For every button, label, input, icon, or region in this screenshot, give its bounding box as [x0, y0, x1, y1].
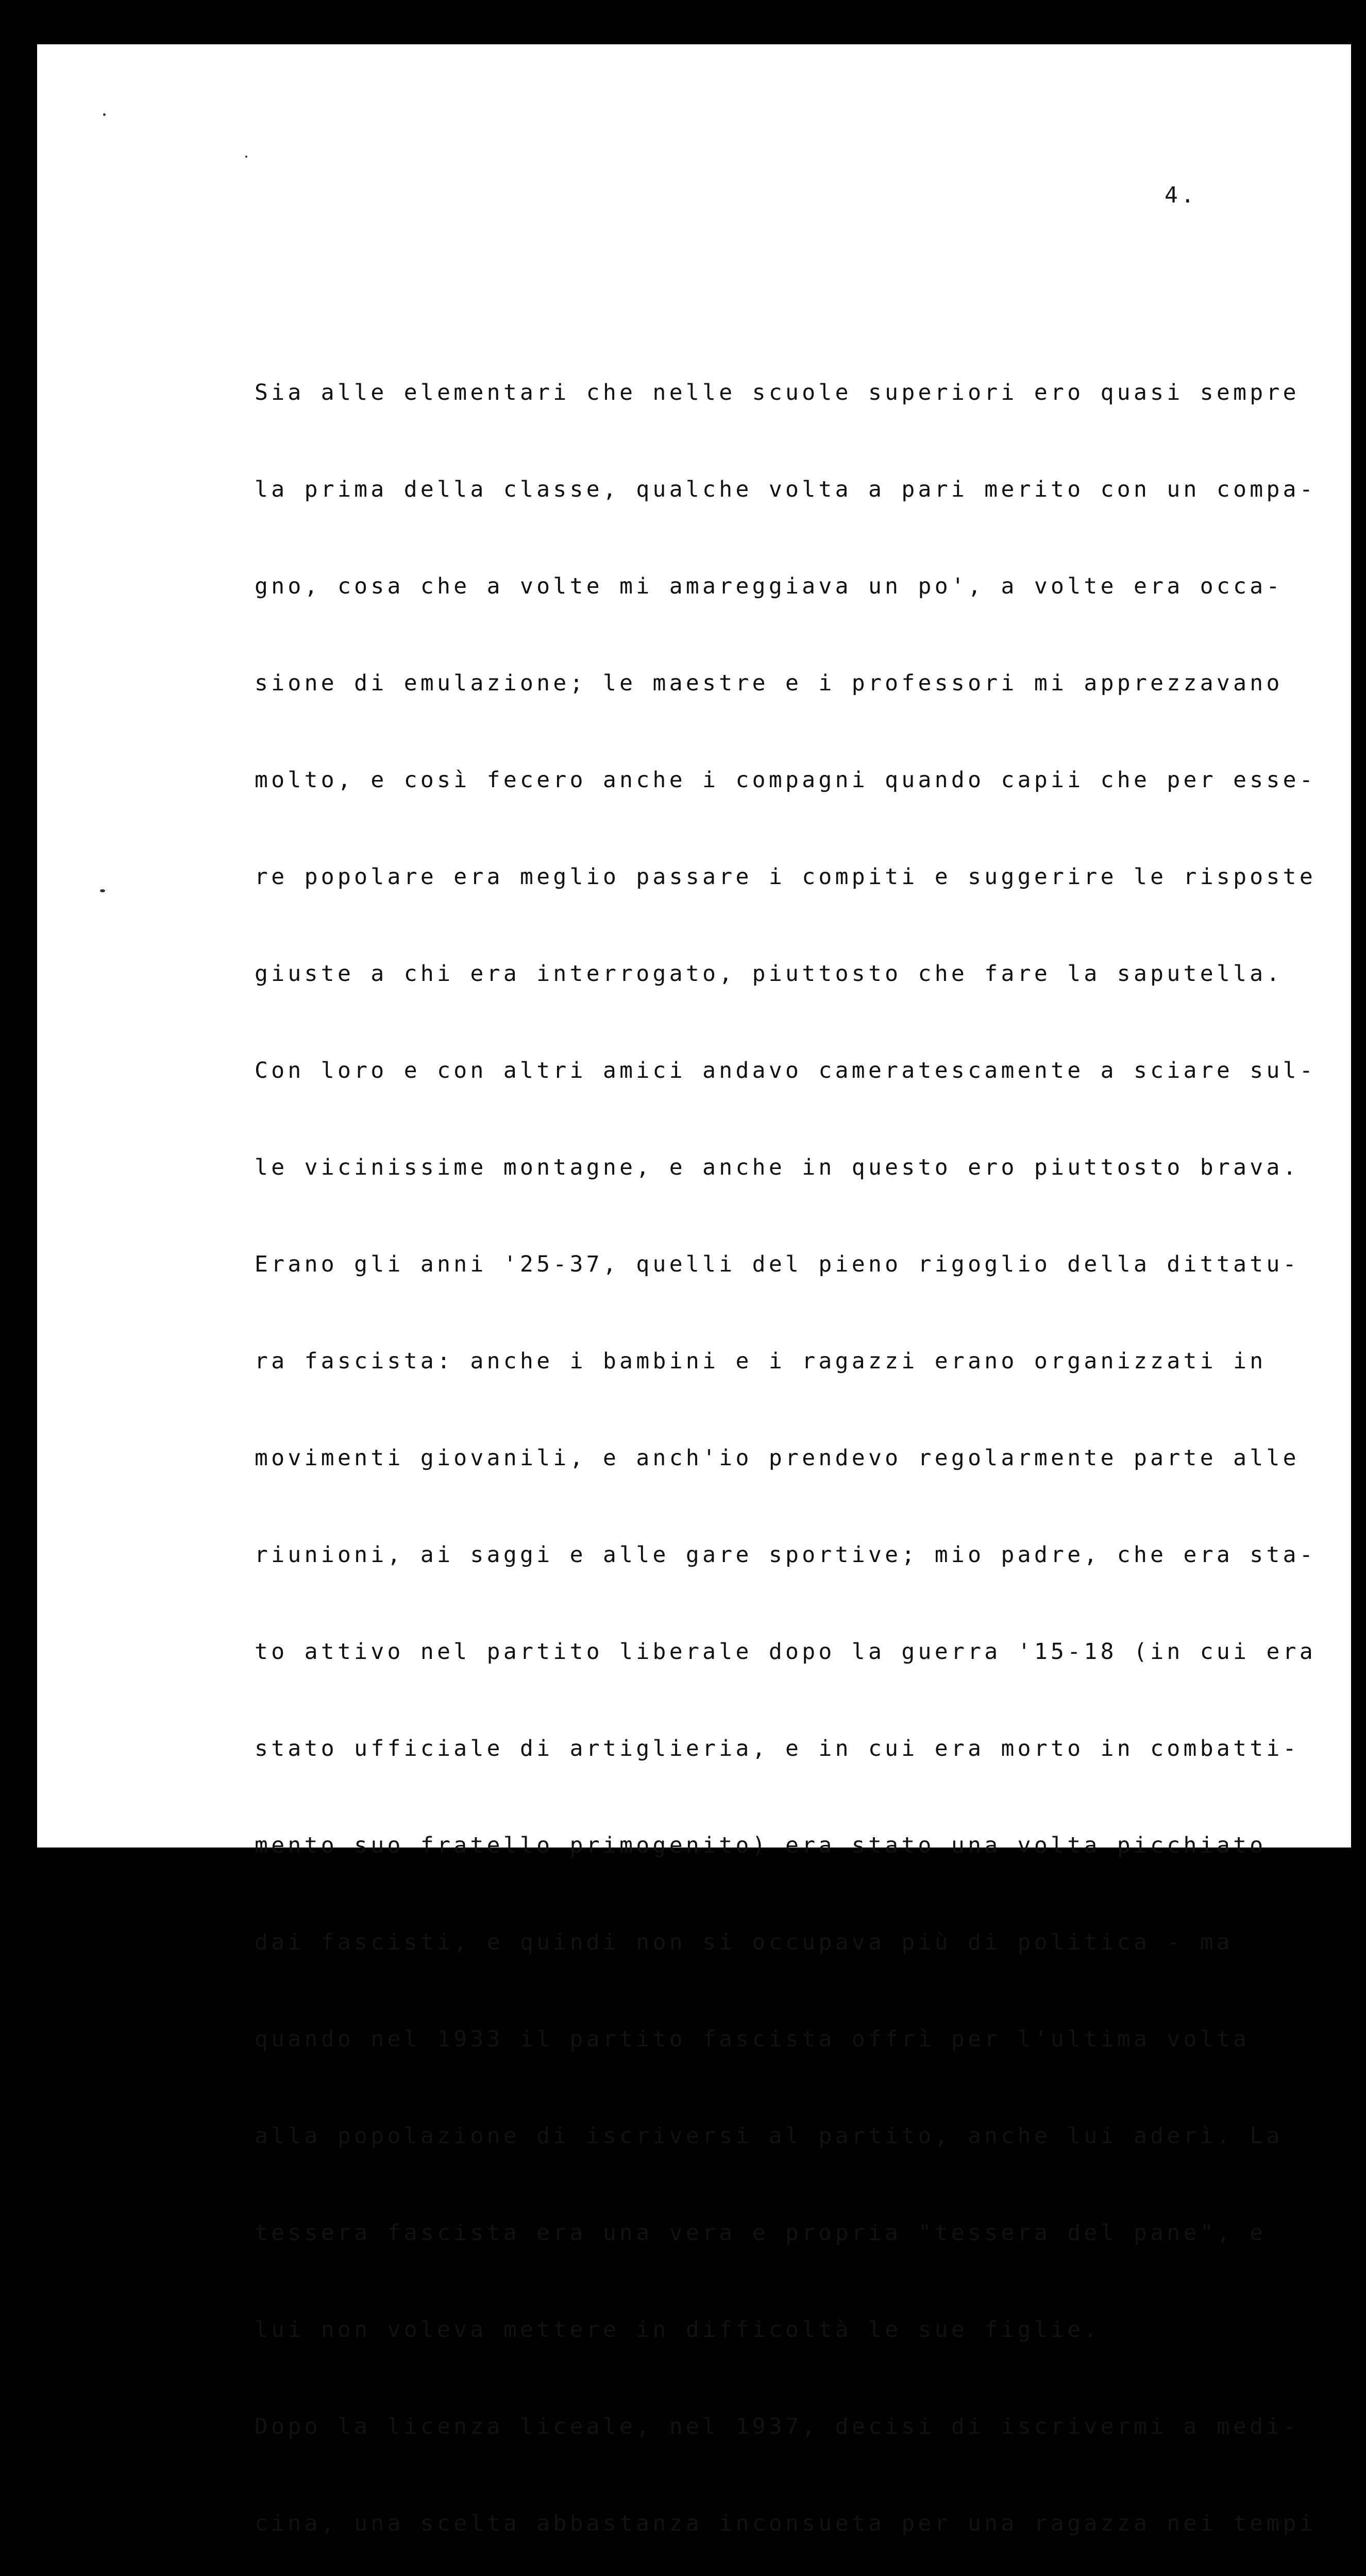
body-text [255, 318, 1347, 2576]
text-line: riunioni, ai saggi e alle gare sportive; mio padre, che era sta- [255, 1542, 1317, 1568]
text-line: Con loro e con altri amici andavo cameratescamente a sciare sul- [255, 1058, 1317, 1083]
text-line: le vicinissime montagne, e anche in questo ero piuttosto brava. [255, 1155, 1300, 1180]
text-line: re popolare era meglio passare i compiti e suggerire le risposte [255, 864, 1317, 890]
text-line: stato ufficiale di artiglieria, e in cui era morto in combatti- [255, 1736, 1300, 1761]
text-line: dai fascisti, e quindi non si occupava più di politica - ma [255, 1929, 1234, 1955]
text-line: ra fascista: anche i bambini e i ragazzi erano organizzati in [255, 1348, 1267, 1374]
text-line: tessera fascista era una vera e propria "tessera del pane", e [255, 2220, 1267, 2246]
text-line: la prima della classe, qualche volta a pari merito con un compa- [255, 477, 1317, 502]
page-number: 4. [1165, 182, 1198, 208]
text-line: sione di emulazione; le maestre e i professori mi apprezzavano [255, 670, 1283, 696]
text-line: molto, e così fecero anche i compagni quando capii che per esse- [255, 767, 1317, 793]
text-line: Sia alle elementari che nelle scuole superiori ero quasi sempre [255, 380, 1300, 405]
document-page [37, 44, 1351, 2536]
text-line: cina, una scelta abbastanza inconsueta per una ragazza nei tempi [255, 2511, 1317, 2536]
text-line: quando nel 1933 il partito fascista offrì per l'ultima volta [255, 2026, 1250, 2052]
text-line: movimenti giovanili, e anch'io prendevo regolarmente parte alle [255, 1445, 1300, 1471]
text-line: alla popolazione di iscriversi al partito, anche lui aderì. La [255, 2123, 1283, 2149]
text-line: mento suo fratello primogenito) era stato una volta picchiato [255, 1833, 1267, 1858]
text-line: Erano gli anni '25-37, quelli del pieno rigoglio della dittatu- [255, 1251, 1300, 1277]
text-line: giuste a chi era interrogato, piuttosto che fare la saputella. [255, 961, 1283, 987]
scan-speck [245, 156, 247, 158]
text-line: Dopo la licenza liceale, nel 1937, decisi di iscrivermi a medi- [255, 2414, 1300, 2439]
text-line: lui non voleva mettere in difficoltà le sue figlie. [255, 2317, 1101, 2343]
scan-speck [103, 113, 106, 116]
text-line: to attivo nel partito liberale dopo la guerra '15-18 (in cui era [255, 1639, 1317, 1665]
scan-speck [100, 889, 105, 892]
text-line: gno, cosa che a volte mi amareggiava un po', a volte era occa- [255, 573, 1283, 599]
